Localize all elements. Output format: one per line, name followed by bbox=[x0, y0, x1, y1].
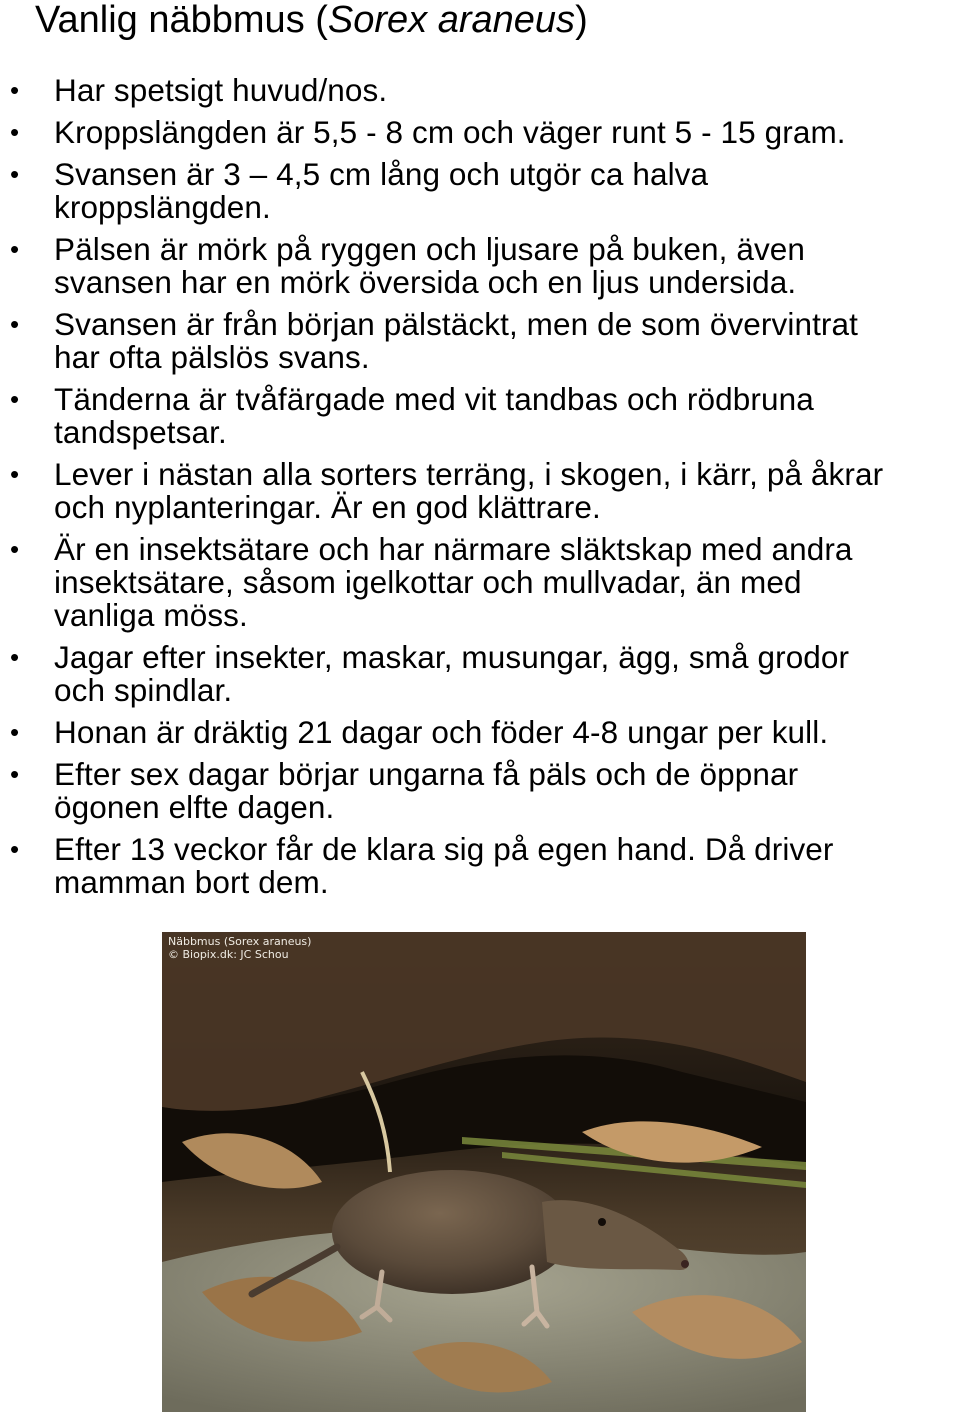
bullet-icon: • bbox=[10, 75, 20, 105]
list-item-text: Efter 13 veckor får de klara sig på egen hand. Då driver mamman bort dem. bbox=[54, 831, 834, 900]
bullet-icon: • bbox=[10, 642, 20, 672]
bullet-icon: • bbox=[10, 717, 20, 747]
shrew-nose bbox=[681, 1260, 689, 1268]
list-item bbox=[0, 458, 960, 524]
bullet-icon: • bbox=[10, 459, 20, 489]
list-item bbox=[0, 641, 960, 707]
title-prefix: Vanlig näbbmus ( bbox=[35, 0, 328, 41]
list-item-text: Tänderna är tvåfärgade med vit tandbas och rödbruna tandspetsar. bbox=[54, 381, 814, 450]
list-item-text: Svansen är 3 – 4,5 cm lång och utgör ca halva kroppslängden. bbox=[54, 156, 709, 225]
photo-caption-credit: © Biopix.dk: JC Schou bbox=[168, 948, 289, 961]
shrew-photo bbox=[162, 932, 806, 1412]
bullet-icon: • bbox=[10, 159, 20, 189]
list-item-text: Jagar efter insekter, maskar, musungar, ägg, små grodor och spindlar. bbox=[54, 639, 850, 708]
page-title bbox=[35, 0, 588, 42]
shrew-eye bbox=[598, 1218, 606, 1226]
list-item-text: Svansen är från början pälstäckt, men de som övervintrat har ofta pälslös svans. bbox=[54, 306, 858, 375]
list-item-text: Honan är dräktig 21 dagar och föder 4-8 ungar per kull. bbox=[54, 714, 829, 750]
bullet-icon: • bbox=[10, 759, 20, 789]
list-item bbox=[0, 716, 960, 749]
list-item-text: Kroppslängden är 5,5 - 8 cm och väger runt 5 - 15 gram. bbox=[54, 114, 846, 150]
list-item bbox=[0, 116, 960, 149]
title-suffix: ) bbox=[575, 0, 588, 41]
shrew-illustration bbox=[162, 932, 806, 1412]
photo-caption-title: Näbbmus (Sorex araneus) bbox=[168, 935, 312, 948]
bullet-icon: • bbox=[10, 534, 20, 564]
bullet-icon: • bbox=[10, 234, 20, 264]
shrew-body bbox=[332, 1170, 572, 1294]
list-item bbox=[0, 74, 960, 107]
list-item bbox=[0, 158, 960, 224]
list-item-text: Har spetsigt huvud/nos. bbox=[54, 72, 388, 108]
list-item bbox=[0, 383, 960, 449]
list-item bbox=[0, 533, 960, 632]
list-item-text: Är en insektsätare och har närmare släktskap med andra insektsätare, såsom igelkottar och mullvadar, än med vanliga möss. bbox=[54, 531, 853, 633]
bullet-icon: • bbox=[10, 309, 20, 339]
fact-list bbox=[0, 74, 960, 908]
list-item-text: Lever i nästan alla sorters terräng, i skogen, i kärr, på åkrar och nyplanteringar. Är en god klättrare. bbox=[54, 456, 884, 525]
list-item bbox=[0, 833, 960, 899]
photo-caption bbox=[168, 935, 311, 961]
list-item-text: Efter sex dagar börjar ungarna få päls och de öppnar ögonen elfte dagen. bbox=[54, 756, 799, 825]
list-item bbox=[0, 308, 960, 374]
bullet-icon: • bbox=[10, 384, 20, 414]
bullet-icon: • bbox=[10, 834, 20, 864]
list-item-text: Pälsen är mörk på ryggen och ljusare på buken, även svansen har en mörk översida och en ljus undersida. bbox=[54, 231, 806, 300]
bullet-icon: • bbox=[10, 117, 20, 147]
list-item bbox=[0, 758, 960, 824]
list-item bbox=[0, 233, 960, 299]
title-species-name: Sorex araneus bbox=[327, 0, 576, 41]
